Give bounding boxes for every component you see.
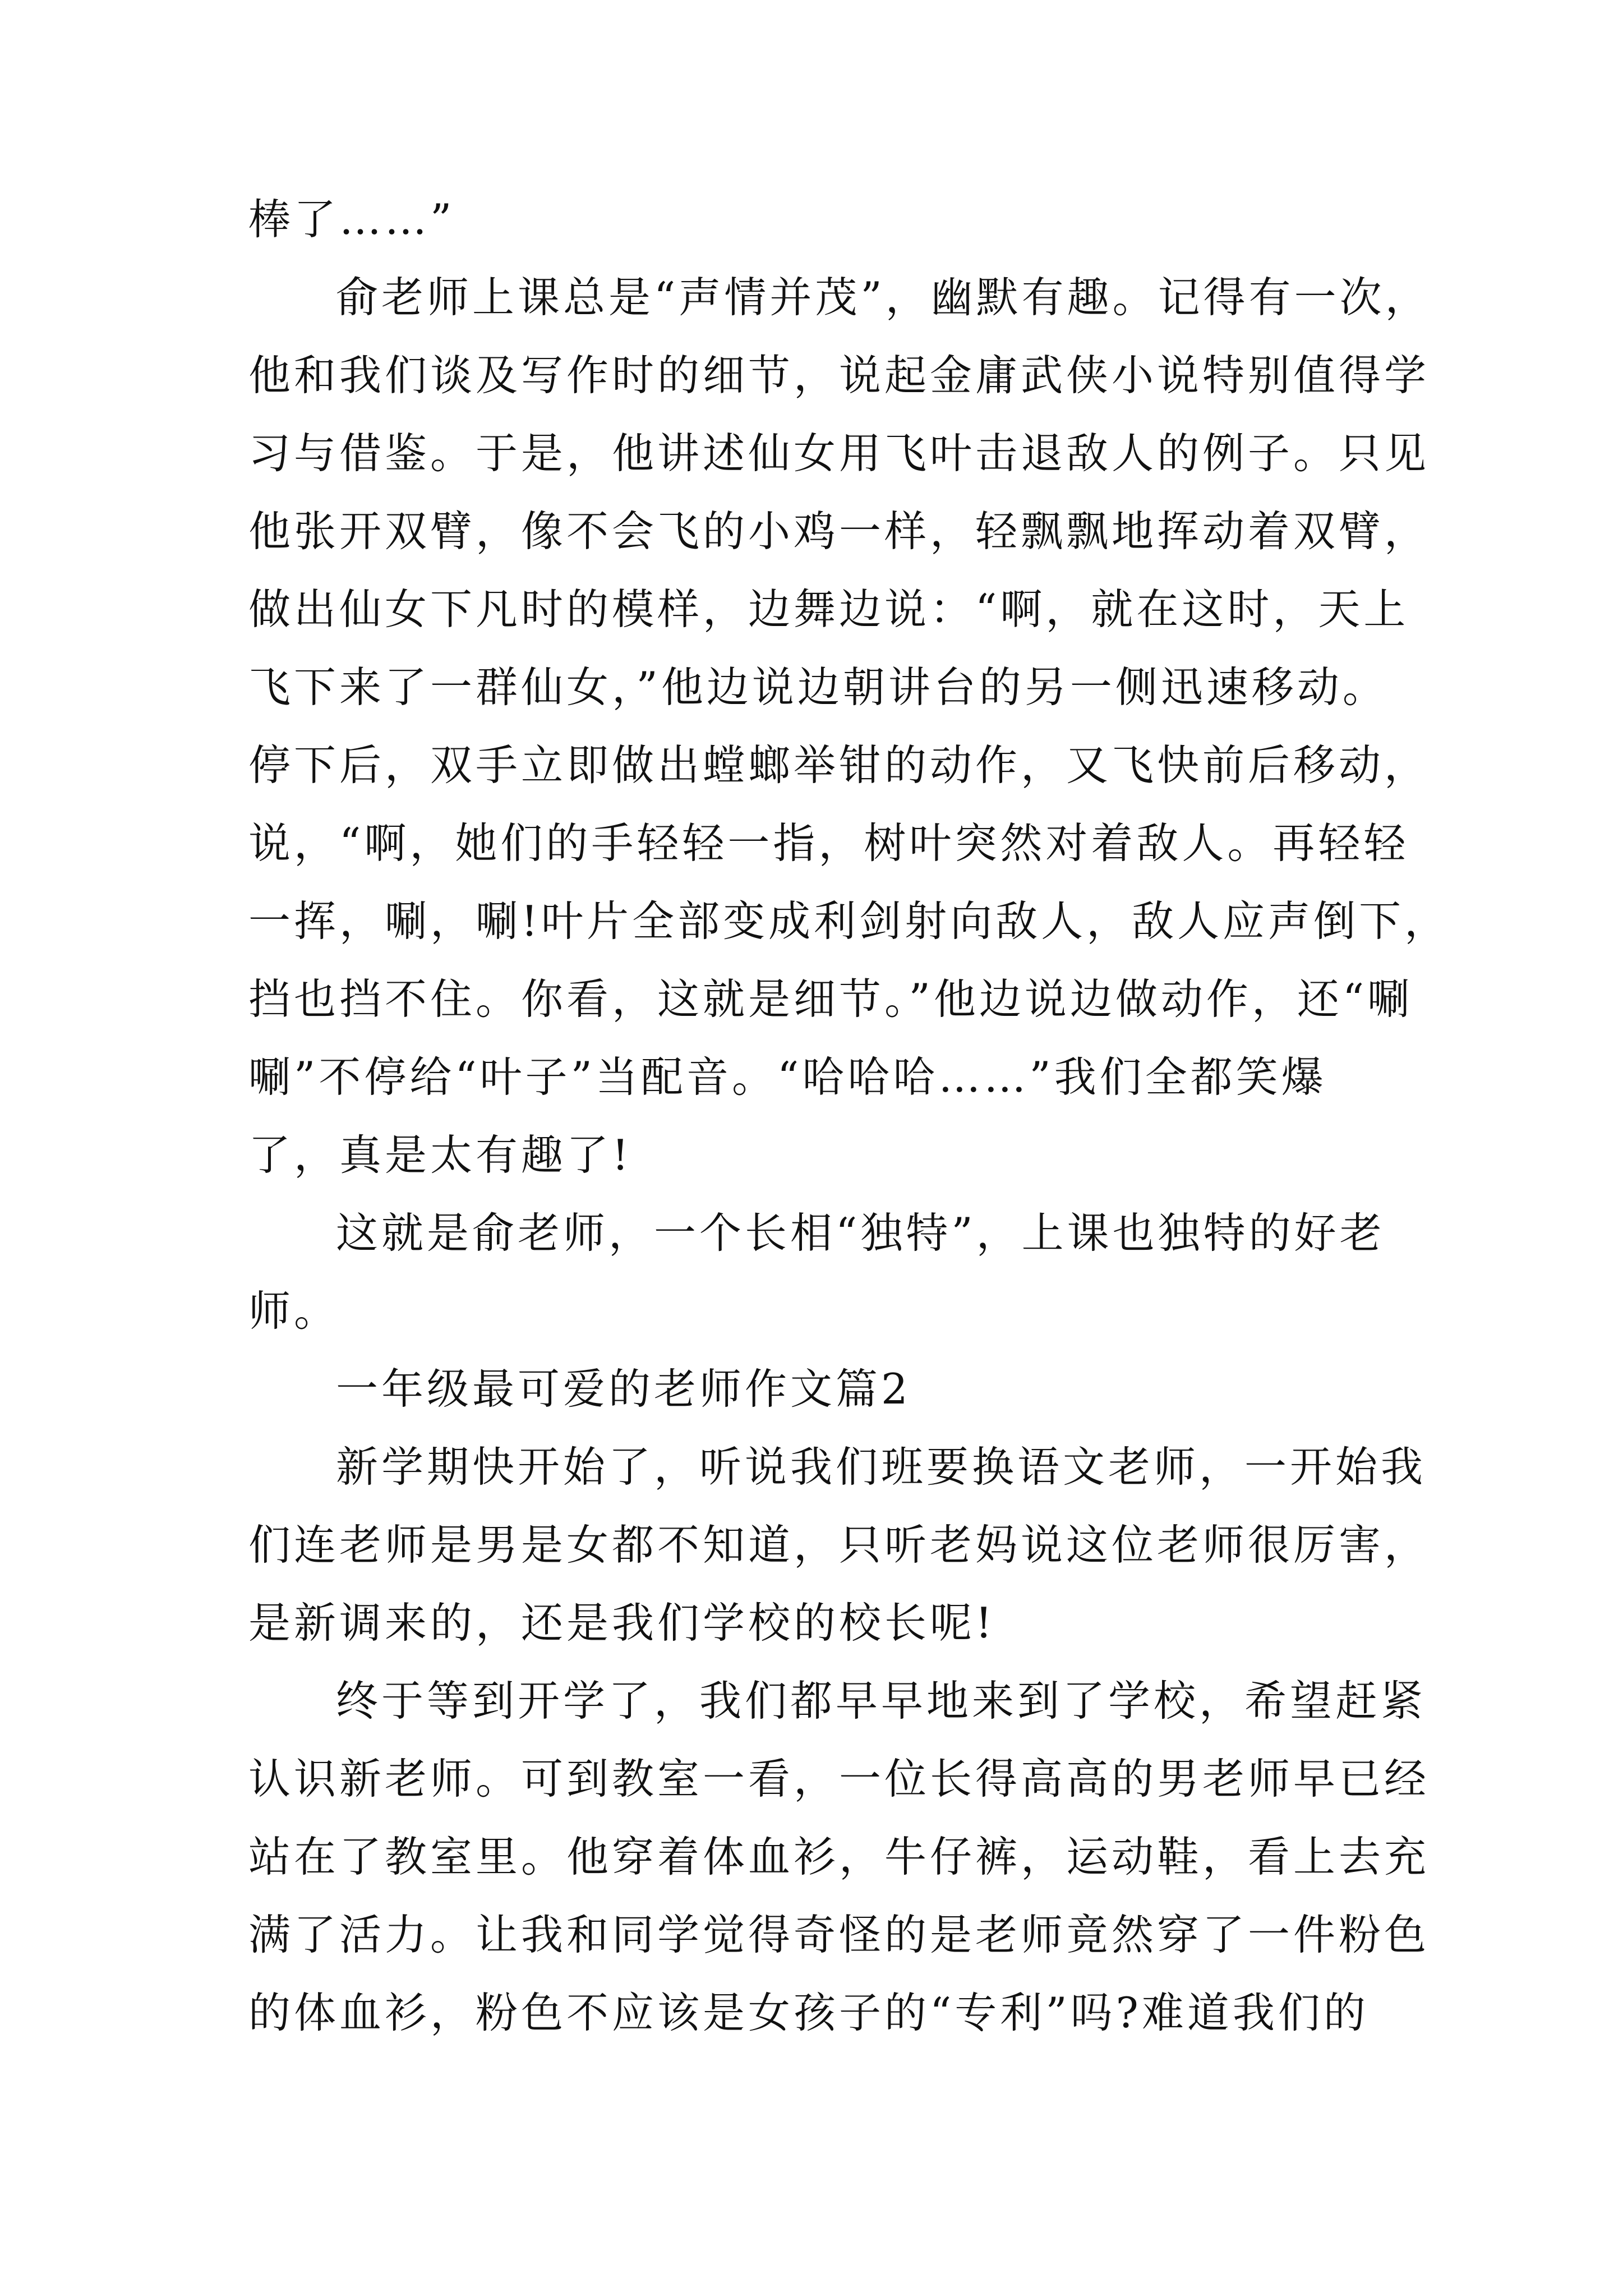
- text-line: 飞下来了一群仙女，”他边说边朝讲台的另一侧迅速移动。: [248, 662, 1388, 712]
- text-line: 挡也挡不住。你看，这就是细节。”他边说边做动作，还“唰: [248, 974, 1413, 1024]
- text-line: 停下后，双手立即做出螳螂举钳的动作，又飞快前后移动，: [248, 740, 1430, 790]
- text-line: 站在了教室里。他穿着体血衫，牛仔裤，运动鞋，看上去充: [248, 1832, 1430, 1881]
- text-line: 的体血衫，粉色不应该是女孩子的“专利”吗?难道我们的: [248, 1988, 1369, 2037]
- paragraph-first-line: 俞老师上课总是“声情并茂”，幽默有趣。记得有一次，: [336, 273, 1431, 322]
- paragraph-first-line: 这就是俞老师，一个长相“独特”，上课也独特的好老: [336, 1208, 1385, 1258]
- text-line: 是新调来的，还是我们学校的校长呢!: [248, 1598, 996, 1648]
- paragraph-first-line: 终于等到开学了，我们都早早地来到了学校，希望赶紧: [336, 1676, 1427, 1726]
- text-line: 他张开双臂，像不会飞的小鸡一样，轻飘飘地挥动着双臂，: [248, 507, 1430, 556]
- text-line: 认识新老师。可到教室一看，一位长得高高的男老师早已经: [248, 1754, 1430, 1803]
- text-line: 唰”不停给“叶子”当配音。“哈哈哈……”我们全都笑爆: [248, 1052, 1327, 1102]
- text-line: 们连老师是男是女都不知道，只听老妈说这位老师很厉害，: [248, 1520, 1430, 1570]
- text-line: 做出仙女下凡时的模样，边舞边说：“啊，就在这时，天上: [248, 585, 1409, 634]
- text-line: 棒了……”: [248, 195, 455, 244]
- text-line: 习与借鉴。于是，他讲述仙女用飞叶击退敌人的例子。只见: [248, 429, 1430, 478]
- text-line: 一挥，唰，唰!叶片全部变成利剑射向敌人，敌人应声倒下，: [248, 896, 1450, 946]
- text-line: 他和我们谈及写作时的细节，说起金庸武侠小说特别值得学: [248, 351, 1430, 400]
- section-heading: 一年级最可爱的老师作文篇2: [336, 1364, 911, 1414]
- paragraph-first-line: 新学期快开始了，听说我们班要换语文老师，一开始我: [336, 1442, 1427, 1492]
- text-line: 说，“啊，她们的手轻轻一指，树叶突然对着敌人。再轻轻: [248, 818, 1409, 868]
- document-body: [248, 181, 1450, 2052]
- text-line: 满了活力。让我和同学觉得奇怪的是老师竟然穿了一件粉色: [248, 1910, 1430, 1959]
- text-line: 了，真是太有趣了!: [248, 1130, 633, 1180]
- text-line: 师。: [248, 1286, 340, 1336]
